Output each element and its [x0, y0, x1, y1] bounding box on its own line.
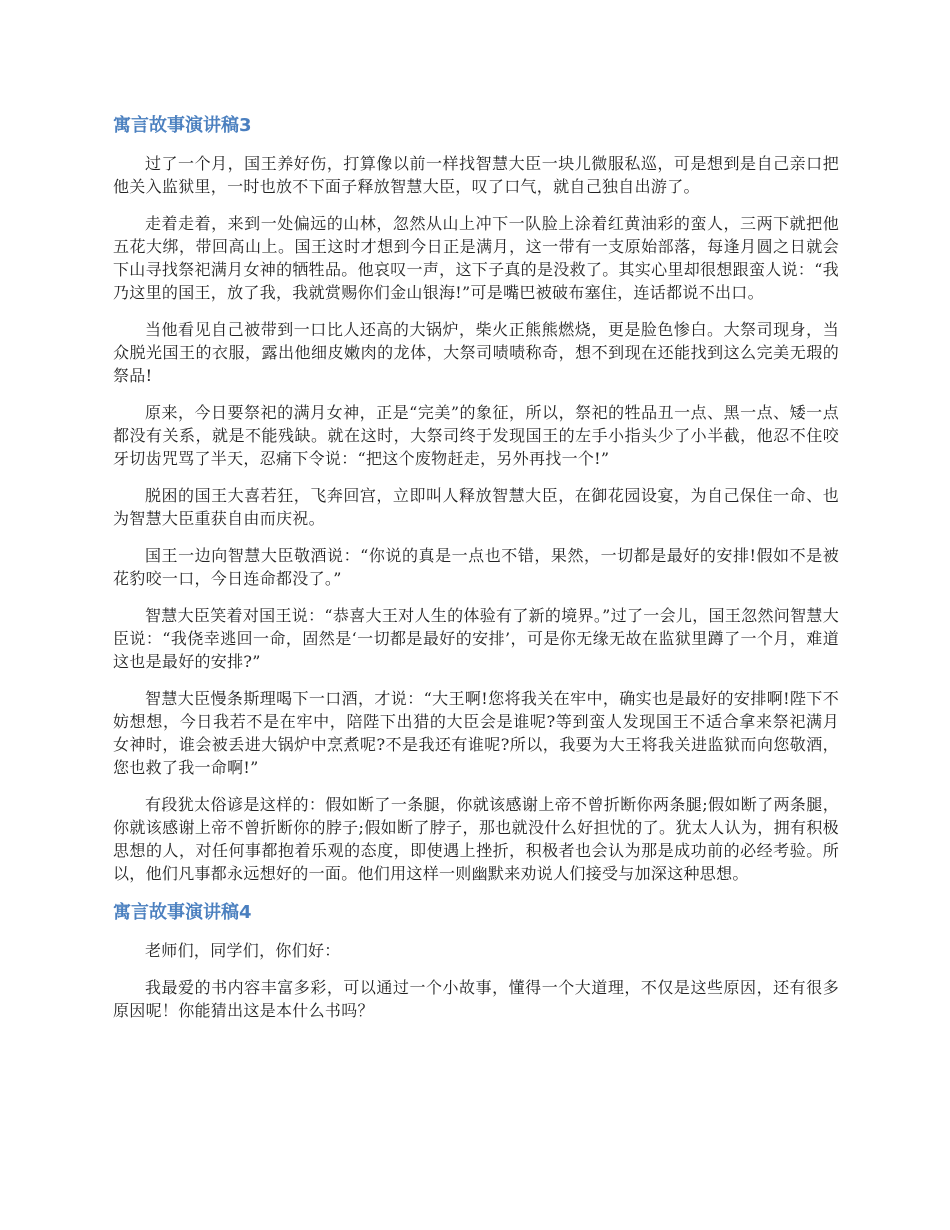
section-heading-3: 寓言故事演讲稿3: [113, 115, 252, 136]
paragraph: 过了一个月，国王养好伤，打算像以前一样找智慧大臣一块儿微服私巡，可是想到是自己亲口把他关入监狱里，一时也放不下面子释放智慧大臣，叹了口气，就自己独自出游了。: [113, 154, 839, 196]
paragraph: 当他看见自己被带到一口比人还高的大锅炉，柴火正熊熊燃烧，更是脸色惨白。大祭司现身，当众脱光国王的衣服，露出他细皮嫩肉的龙体，大祭司啧啧称奇，想不到现在还能找到这么完美无瑕的祭品!: [113, 320, 839, 385]
paragraph: 有段犹太俗谚是这样的：假如断了一条腿，你就该感谢上帝不曾折断你两条腿;假如断了两条腿，你就该感谢上帝不曾折断你的脖子;假如断了脖子，那也就没什么好担忧的了。犹太人认为，拥有积极思想的人，对任何事都抱着乐观的态度，即使遇上挫折，积极者也会认为那是成功前的必经考验。所以，他们凡事都永远想好的一面。他们用这样一则幽默来劝说人们接受与加深这种思想。: [113, 795, 839, 883]
paragraph: 智慧大臣笑着对国王说：“恭喜大王对人生的体验有了新的境界。”过了一会儿，国王忽然问智慧大臣说：“我侥幸逃回一命，固然是‘一切都是最好的安排’，可是你无缘无故在监狱里蹲了一个月，难道这也是最好的安排?”: [113, 606, 839, 671]
paragraph: 老师们，同学们，你们好：: [145, 941, 341, 960]
document-body: [113, 112, 839, 1036]
paragraph: 走着走着，来到一处偏远的山林，忽然从山上冲下一队脸上涂着红黄油彩的蛮人，三两下就把他五花大绑，带回高山上。国王这时才想到今日正是满月，这一带有一支原始部落，每逢月圆之日就会下山寻找祭祀满月女神的牺牲品。他哀叹一声，这下子真的是没救了。其实心里却很想跟蛮人说：“我乃这里的国王，放了我，我就赏赐你们金山银海!”可是嘴巴被破布塞住，连话都说不出口。: [113, 214, 839, 302]
paragraph: 我最爱的书内容丰富多彩，可以通过一个小故事，懂得一个大道理，不仅是这些原因，还有很多原因呢！你能猜出这是本什么书吗？: [113, 978, 839, 1020]
section-heading-4: 寓言故事演讲稿4: [113, 902, 252, 923]
paragraph: 原来，今日要祭祀的满月女神，正是“完美”的象征，所以，祭祀的牲品丑一点、黑一点、矮一点都没有关系，就是不能残缺。就在这时，大祭司终于发现国王的左手小指头少了小半截，他忍不住咬牙切齿咒骂了半天，忍痛下令说：“把这个废物赶走，另外再找一个!”: [113, 403, 839, 468]
paragraph: 国王一边向智慧大臣敬酒说：“你说的真是一点也不错，果然，一切都是最好的安排!假如不是被花豹咬一口，今日连命都没了。”: [113, 546, 839, 588]
paragraph: 脱困的国王大喜若狂，飞奔回宫，立即叫人释放智慧大臣，在御花园设宴，为自己保住一命、也为智慧大臣重获自由而庆祝。: [113, 486, 839, 528]
paragraph: 智慧大臣慢条斯理喝下一口酒，才说：“大王啊!您将我关在牢中，确实也是最好的安排啊!陛下不妨想想，今日我若不是在牢中，陪陛下出猎的大臣会是谁呢?等到蛮人发现国王不适合拿来祭祀满月女神时，谁会被丢进大锅炉中烹煮呢?不是我还有谁呢?所以，我要为大王将我关进监狱而向您敬酒，您也救了我一命啊!”: [113, 689, 839, 777]
